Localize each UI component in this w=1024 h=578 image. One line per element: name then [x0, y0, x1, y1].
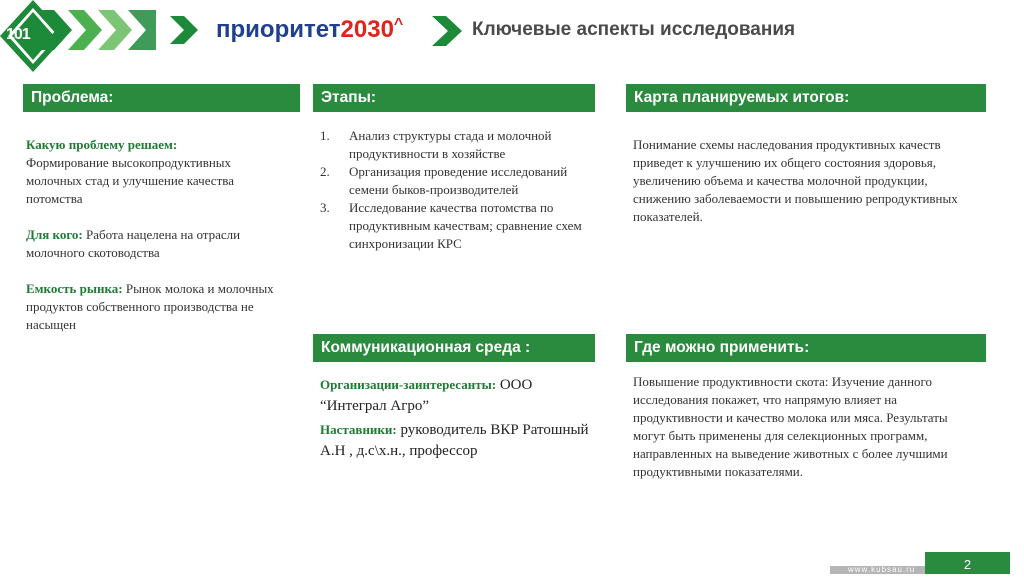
results-map-heading: Карта планируемых итогов:: [626, 84, 986, 112]
logo-text: 101: [6, 26, 30, 43]
stages-heading: Этапы:: [313, 84, 595, 112]
footer-url[interactable]: www.kubsau.ru: [848, 565, 916, 574]
comm-mentor-label: Наставники:: [320, 422, 397, 437]
problem-body: [26, 136, 288, 334]
problem-q3: [26, 280, 288, 334]
brand-word: приоритет: [216, 16, 341, 43]
apply-text: Повышение продуктивности скота: Изучение данного исследования покажет, что напрямую влияет на продуктивности и качество молока или мяса. Результаты могут быть применены для селекционных программ, направленных на выведение животных с более лучшими продуктивными показателями.: [633, 374, 948, 479]
results-map-text: Понимание схемы наследования продуктивных качеств приведет к улучшению их общего состояния здоровья, увеличению объема и качества молочной продукции, снижению заболеваемости и повышению репродуктивных показателей.: [633, 137, 958, 224]
comm-orgs: [320, 374, 590, 417]
comm-mentors: [320, 419, 590, 462]
stage-number: 1.: [320, 128, 330, 143]
stage-text: Исследование качества потомства по продуктивным качествам; сравнение схем синхронизации КРС: [349, 200, 582, 251]
problem-q2-label: Для кого:: [26, 227, 83, 242]
brand-mark: ^: [393, 16, 404, 33]
stage-number: 3.: [320, 200, 330, 215]
problem-q1-label: Какую проблему решаем:: [26, 137, 178, 152]
page-number: 2: [925, 552, 1010, 574]
header-chevrons: [38, 10, 218, 50]
comm-org-label: Организации-заинтересанты:: [320, 377, 497, 392]
stage-item: [320, 163, 588, 199]
stage-item: [320, 199, 588, 253]
problem-q2-text: Работа нацелена на отрасли молочного скотоводства: [26, 227, 241, 260]
stage-item: [320, 127, 588, 163]
stage-text: Анализ структуры стада и молочной продуктивности в хозяйстве: [349, 128, 552, 161]
stages-body: [320, 127, 588, 253]
stages-list: [320, 127, 588, 253]
problem-heading: Проблема:: [23, 84, 300, 112]
header: [0, 0, 1024, 70]
comm-body: [320, 374, 590, 462]
problem-q1: [26, 136, 288, 208]
comm-heading: Коммуникационная среда :: [313, 334, 595, 362]
brand-number: 2030: [340, 16, 394, 43]
problem-q1-text: Формирование высокопродуктивных молочных стад и улучшение качества потомства: [26, 155, 234, 206]
stage-text: Организация проведение исследований семени быков-производителей: [349, 164, 568, 197]
apply-heading: Где можно применить:: [626, 334, 986, 362]
title-arrow-icon: [432, 16, 464, 46]
problem-q3-label: Емкость рынка:: [26, 281, 123, 296]
brand-logo: [216, 16, 403, 44]
comm-mentor-text: руководитель ВКР Ратошный А.Н , д.с\х.н., профессор: [320, 422, 589, 459]
problem-q3-text: Рынок молока и молочных продуктов собственного производства не насыщен: [26, 281, 274, 332]
stage-number: 2.: [320, 164, 330, 179]
problem-q2: [26, 226, 288, 262]
comm-org-text: ООО “Интеграл Агро”: [320, 377, 533, 414]
page-title: Ключевые аспекты исследования: [472, 19, 796, 40]
